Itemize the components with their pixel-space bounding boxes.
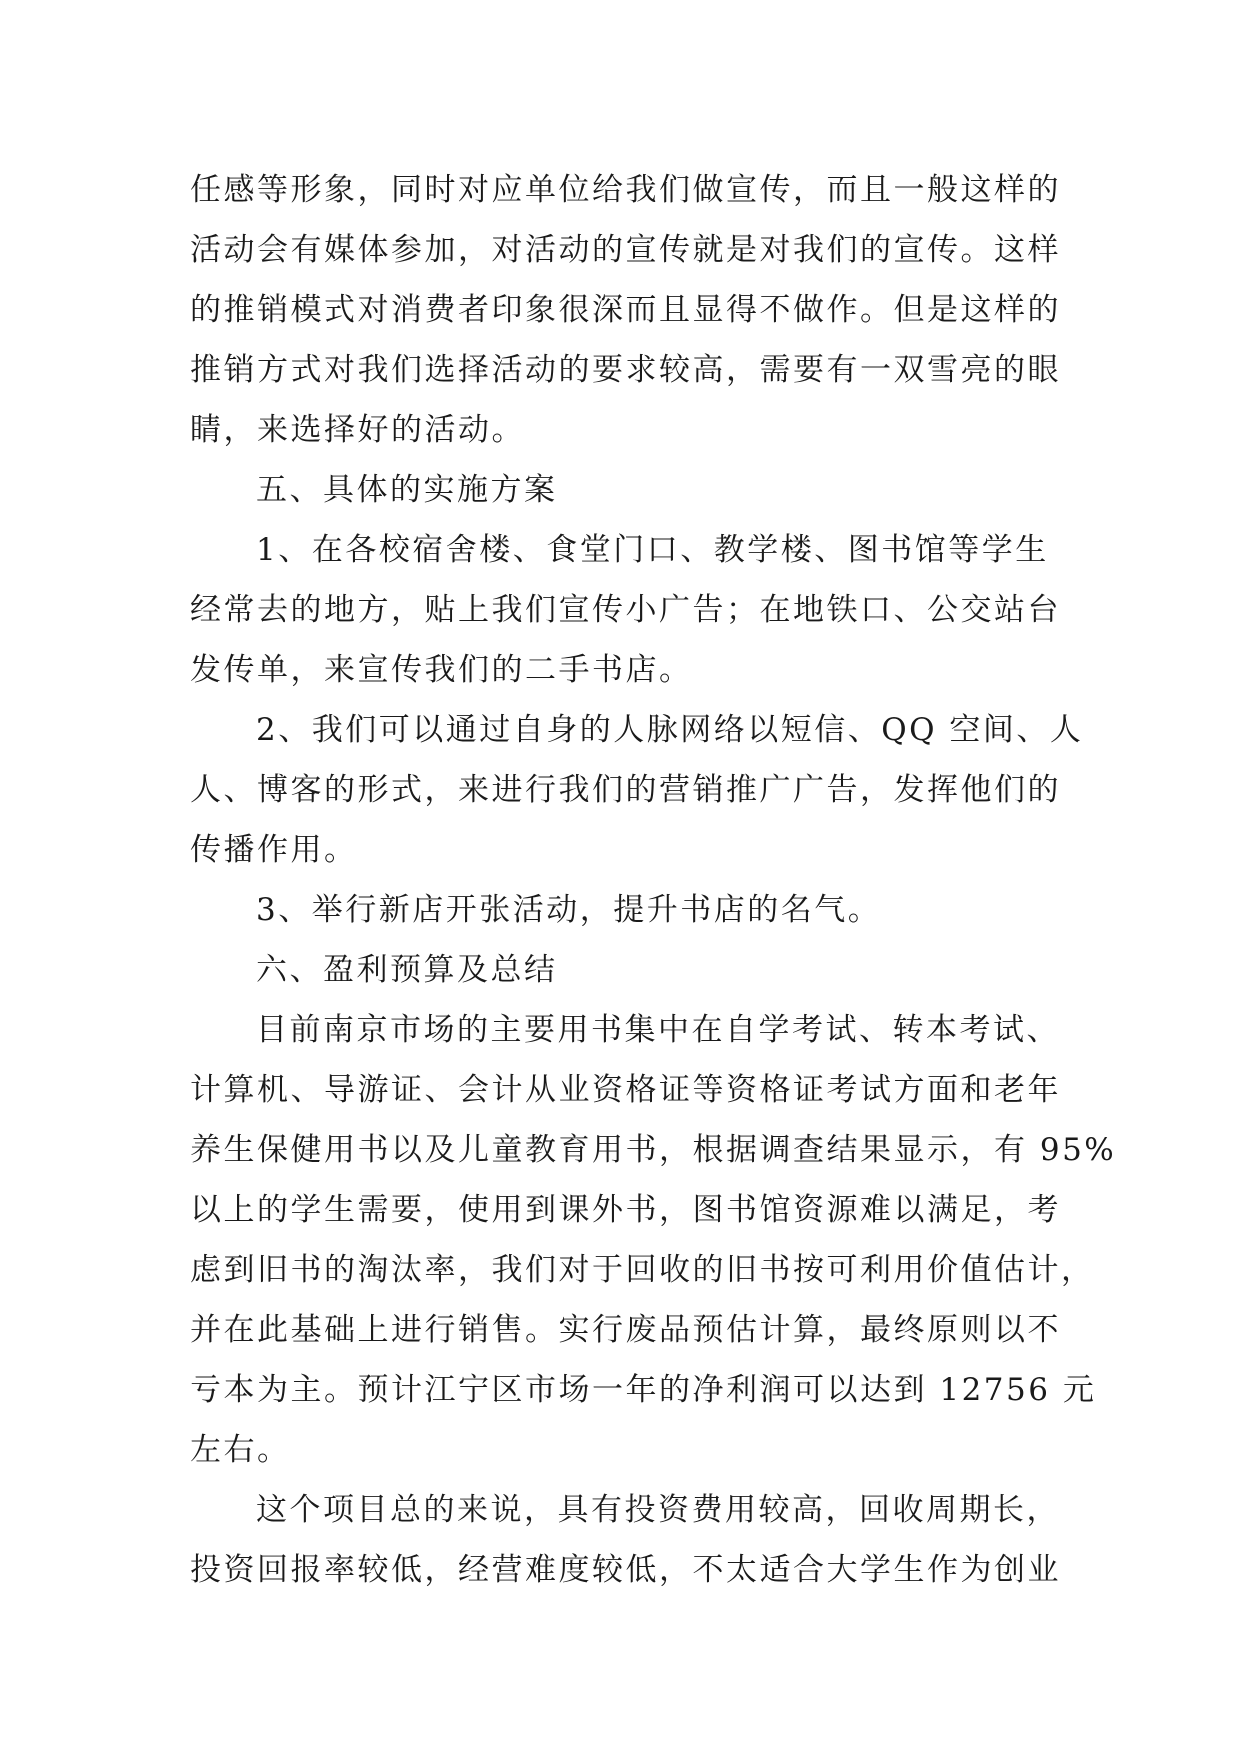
text-line: 睛，来选择好的活动。 (190, 412, 525, 448)
text-line: 投资回报率较低，经营难度较低，不太适合大学生作为创业 (190, 1552, 1061, 1588)
text-line: 活动会有媒体参加，对活动的宣传就是对我们的宣传。这样 (190, 232, 1061, 268)
text-line: 养生保健用书以及儿童教育用书，根据调查结果显示，有 95% (190, 1132, 1117, 1168)
text-line: 3、举行新店开张活动，提升书店的名气。 (256, 892, 882, 928)
text-line: 以上的学生需要，使用到课外书，图书馆资源难以满足，考 (190, 1192, 1061, 1228)
text-line: 任感等形象，同时对应单位给我们做宣传，而且一般这样的 (190, 172, 1061, 208)
text-line: 2、我们可以通过自身的人脉网络以短信、QQ 空间、人 (256, 712, 1084, 748)
section-heading: 六、盈利预算及总结 (256, 952, 558, 988)
section-heading: 五、具体的实施方案 (256, 472, 558, 508)
text-line: 这个项目总的来说，具有投资费用较高，回收周期长， (256, 1492, 1060, 1528)
text-line: 并在此基础上进行销售。实行废品预估计算，最终原则以不 (190, 1312, 1061, 1348)
document-body (190, 160, 1117, 1600)
text-line: 计算机、导游证、会计从业资格证等资格证考试方面和老年 (190, 1072, 1061, 1108)
text-line: 发传单，来宣传我们的二手书店。 (190, 652, 693, 688)
text-line: 推销方式对我们选择活动的要求较高，需要有一双雪亮的眼 (190, 352, 1061, 388)
text-line: 1、在各校宿舍楼、食堂门口、教学楼、图书馆等学生 (256, 532, 1049, 568)
text-line: 经常去的地方，贴上我们宣传小广告；在地铁口、公交站台 (190, 592, 1061, 628)
text-line: 的推销模式对消费者印象很深而且显得不做作。但是这样的 (190, 292, 1061, 328)
text-line: 亏本为主。预计江宁区市场一年的净利润可以达到 12756 元 (190, 1372, 1097, 1408)
text-line: 人、博客的形式，来进行我们的营销推广广告，发挥他们的 (190, 772, 1061, 808)
text-line: 传播作用。 (190, 832, 358, 868)
text-line: 虑到旧书的淘汰率，我们对于回收的旧书按可利用价值估计， (190, 1252, 1095, 1288)
text-line: 左右。 (190, 1432, 291, 1468)
text-line: 目前南京市场的主要用书集中在自学考试、转本考试、 (256, 1012, 1060, 1048)
